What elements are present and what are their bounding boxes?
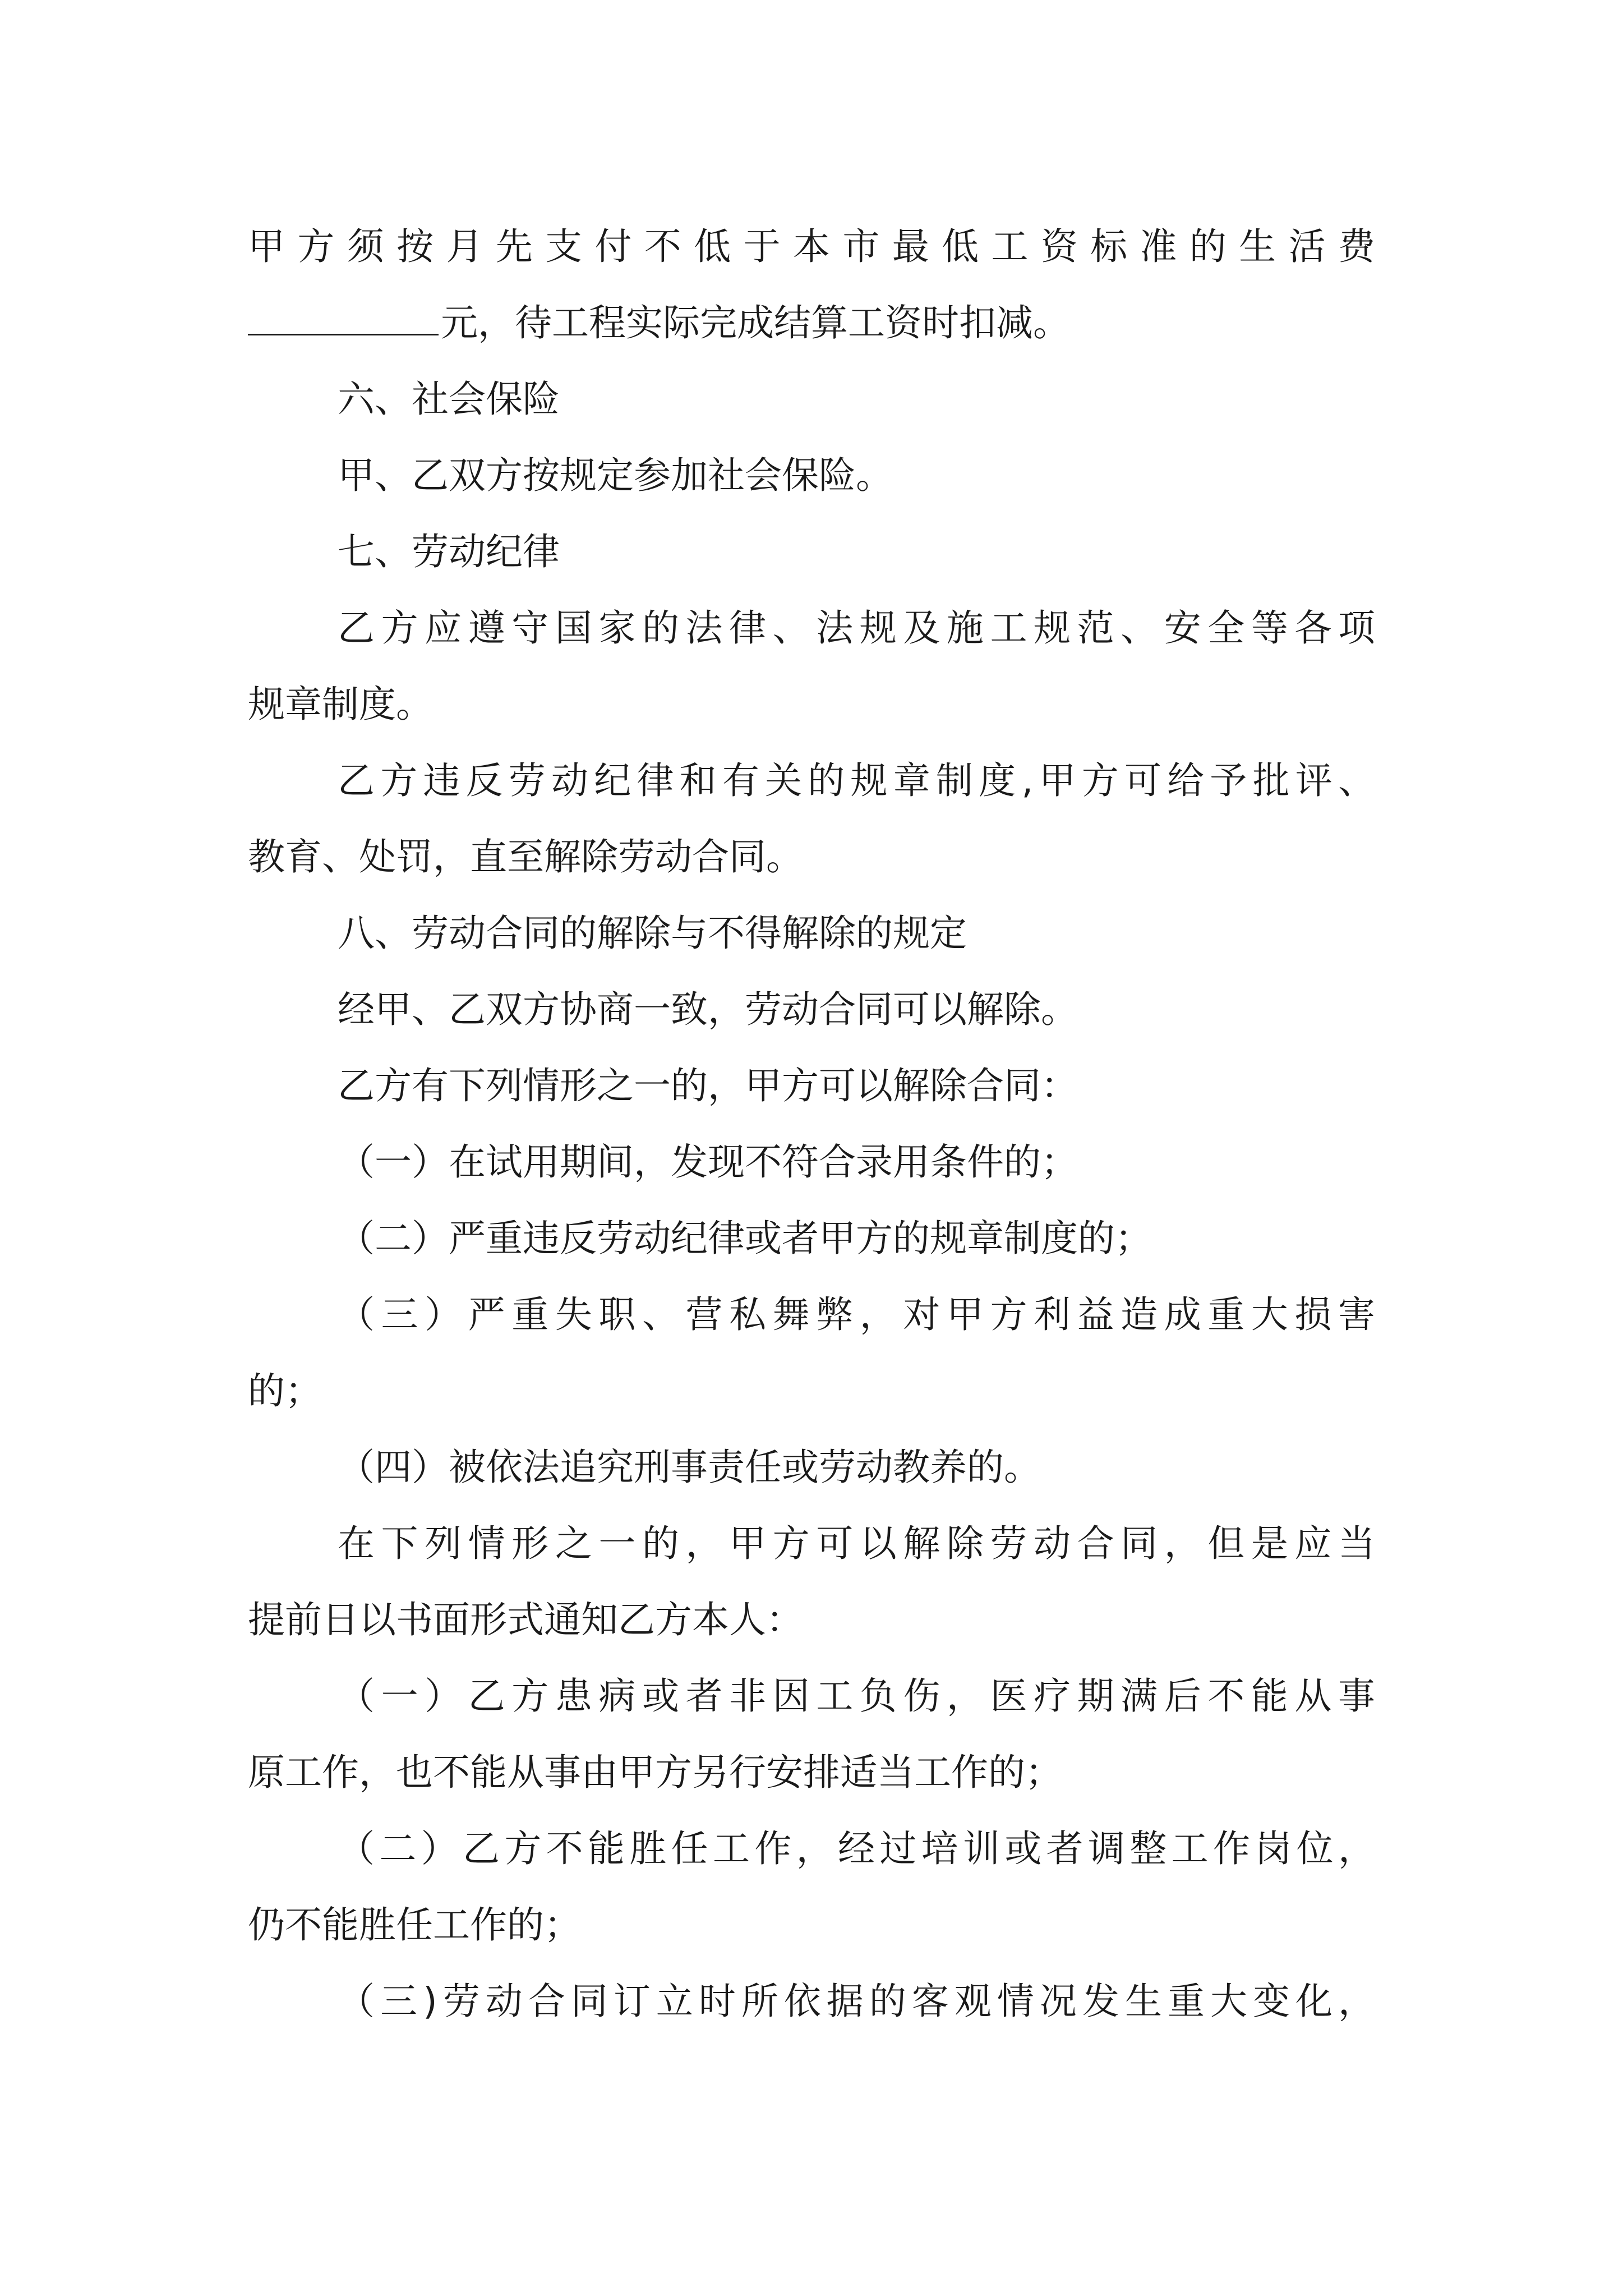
- list-item: （一）乙方患病或者非因工负伤，医疗期满后不能从事: [338, 1674, 1375, 1718]
- text-line: 规章制度。: [248, 683, 433, 726]
- list-item: （四）被依法追究刑事责任或劳动教养的。: [338, 1446, 1041, 1489]
- text-line: 教育、处罚，直至解除劳动合同。: [248, 835, 803, 878]
- text-segment: 元，待工程实际完成结算工资时扣减。: [441, 301, 1070, 344]
- text-line: [248, 301, 1070, 346]
- text-line: 经甲、乙双方协商一致，劳动合同可以解除。: [338, 988, 1078, 1031]
- list-item: （三）严重失职、营私舞弊，对甲方利益造成重大损害: [338, 1293, 1375, 1336]
- text-line: 乙方应遵守国家的法律、法规及施工规范、安全等各项: [338, 606, 1375, 650]
- text-line: 原工作，也不能从事由甲方另行安排适当工作的；: [248, 1751, 1062, 1794]
- text-line: 乙方有下列情形之一的，甲方可以解除合同：: [338, 1064, 1078, 1107]
- fill-in-blank[interactable]: [248, 301, 439, 335]
- text-line: 甲方须按月先支付不低于本市最低工资标准的生活费: [248, 225, 1375, 268]
- text-line: 提前日以书面形式通知乙方本人：: [248, 1598, 803, 1641]
- text-line: 仍不能胜任工作的；: [248, 1903, 581, 1947]
- section-heading: 六、社会保险: [338, 378, 560, 421]
- section-heading: 八、劳动合同的解除与不得解除的规定: [338, 912, 967, 955]
- text-line: 乙方违反劳动纪律和有关的规章制度,甲方可给予批评、: [338, 759, 1375, 802]
- text-line: 甲、乙双方按规定参加社会保险。: [338, 454, 893, 497]
- list-item: （二）严重违反劳动纪律或者甲方的规章制度的；: [338, 1217, 1152, 1260]
- list-item: （一）在试用期间，发现不符合录用条件的；: [338, 1140, 1078, 1184]
- list-item: （二）乙方不能胜任工作，经过培训或者调整工作岗位，: [338, 1827, 1375, 1870]
- list-item: （三)劳动合同订立时所依据的客观情况发生重大变化，: [338, 1980, 1375, 2023]
- text-line: 在下列情形之一的，甲方可以解除劳动合同，但是应当: [338, 1522, 1375, 1565]
- section-heading: 七、劳动纪律: [338, 530, 560, 573]
- text-line: 的；: [248, 1369, 322, 1412]
